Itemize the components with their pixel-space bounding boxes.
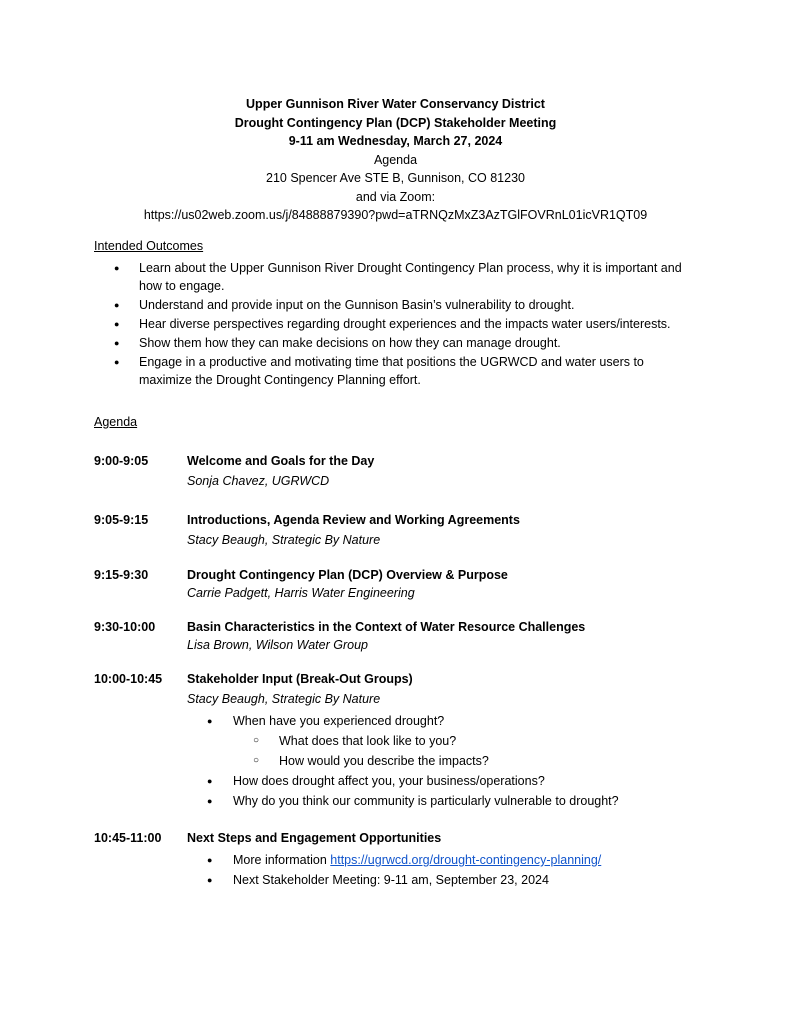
agenda-time: 9:00-9:05 [94, 454, 149, 468]
agenda-presenter: Lisa Brown, Wilson Water Group [187, 638, 368, 652]
agenda-time: 9:30-10:00 [94, 620, 156, 634]
agenda-item-title: Next Steps and Engagement Opportunities [187, 831, 442, 845]
agenda-item-title: Stakeholder Input (Break-Out Groups) [187, 672, 413, 686]
zoom-url: https://us02web.zoom.us/j/84888879390?pwd=aTRNQzMxZ3AzTGlFOVRnL01icVR1QT09 [143, 208, 648, 222]
meeting-title: Drought Contingency Plan (DCP) Stakeholder Meeting [234, 115, 557, 130]
meeting-address: 210 Spencer Ave STE B, Gunnison, CO 81230 [266, 171, 525, 185]
discussion-questions [187, 711, 444, 731]
meeting-datetime: 9-11 am Wednesday, March 27, 2024 [288, 134, 503, 148]
agenda-item-title: Introductions, Agenda Review and Working Agreements [187, 513, 520, 527]
discussion-questions-more [187, 771, 619, 811]
list-item: ○ How would you describe the impacts? [233, 751, 489, 771]
list-item: ● Why do you think our community is particularly vulnerable to drought? [187, 791, 619, 811]
agenda-label: Agenda [373, 152, 418, 167]
agenda-time: 10:45-11:00 [94, 831, 162, 845]
list-item: ● Understand and provide input on the Gunnison Basin’s vulnerability to drought. [94, 296, 694, 314]
agenda-time: 9:15-9:30 [94, 568, 149, 582]
next-steps-list [187, 850, 601, 890]
list-item: ○ What does that look like to you? [233, 731, 489, 751]
agenda-presenter: Sonja Chavez, UGRWCD [187, 474, 330, 488]
outcomes-list [94, 259, 694, 390]
agenda-item-title: Basin Characteristics in the Context of Water Resource Challenges [187, 620, 586, 634]
list-item: ● Hear diverse perspectives regarding drought experiences and the impacts water users/interests. [94, 315, 694, 333]
list-item [187, 850, 601, 870]
agenda-presenter: Carrie Padgett, Harris Water Engineering [187, 586, 415, 600]
meeting-header [0, 95, 791, 225]
list-item: ● Learn about the Upper Gunnison River Drought Contingency Plan process, why it is important and how to engage. [94, 259, 694, 295]
agenda-item-title: Drought Contingency Plan (DCP) Overview & Purpose [187, 568, 508, 582]
district-name: Upper Gunnison River Water Conservancy District [246, 97, 545, 111]
sub-questions [233, 731, 489, 771]
zoom-label: and via Zoom: [355, 189, 436, 204]
list-item: ● Engage in a productive and motivating time that positions the UGRWCD and water users to maximize the Drought Contingency Planning effort. [94, 353, 694, 389]
agenda-presenter: Stacy Beaugh, Strategic By Nature [187, 533, 381, 547]
list-item: ● Show them how they can make decisions on how they can manage drought. [94, 334, 694, 352]
list-item: ● Next Stakeholder Meeting: 9-11 am, September 23, 2024 [187, 870, 601, 890]
list-item: ● How does drought affect you, your business/operations? [187, 771, 619, 791]
agenda-presenter: Stacy Beaugh, Strategic By Nature [187, 692, 381, 706]
agenda-item-title: Welcome and Goals for the Day [187, 454, 375, 468]
more-info-label: More information [233, 853, 331, 867]
agenda-title: Agenda [94, 415, 138, 429]
outcomes-title: Intended Outcomes [94, 239, 204, 253]
agenda-time: 9:05-9:15 [94, 513, 149, 527]
agenda-time: 10:00-10:45 [94, 672, 163, 686]
list-item: ● When have you experienced drought? [187, 711, 444, 731]
drought-planning-link[interactable]: https://ugrwcd.org/drought-contingency-planning/ [330, 853, 602, 867]
